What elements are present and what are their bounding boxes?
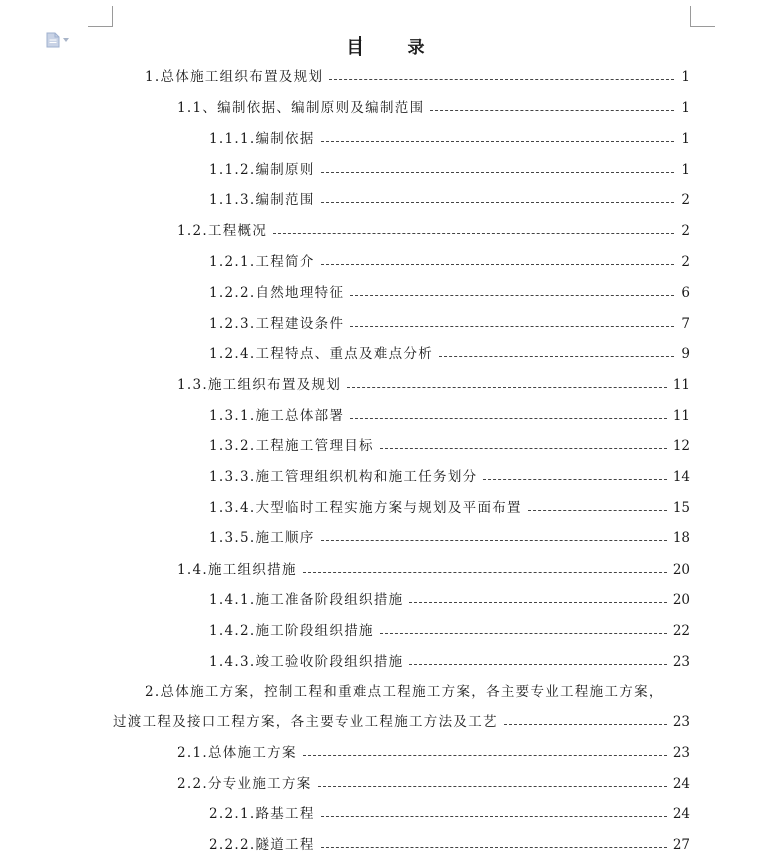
toc-entry-text: 2.2.2.隧道工程 — [209, 837, 315, 853]
toc-entry-page: 24 — [672, 776, 690, 792]
toc-entry[interactable] — [209, 310, 690, 332]
toc-entry[interactable] — [209, 463, 690, 485]
toc-entry-text: 1.3.4.大型临时工程实施方案与规划及平面布置 — [209, 500, 522, 516]
toc-entry-text: 2.总体施工方案，控制工程和重难点工程施工方案，各主要专业工程施工方案， — [145, 684, 664, 700]
toc-entry[interactable] — [209, 340, 690, 362]
toc-entry-page: 11 — [672, 377, 690, 393]
toc-entry[interactable] — [209, 494, 690, 516]
toc-entry-page: 23 — [672, 714, 690, 730]
toc-leader — [350, 326, 674, 327]
toc-entry-text: 1.1.2.编制原则 — [209, 162, 315, 178]
toc-entry-text: 2.2.分专业施工方案 — [177, 776, 312, 792]
toc-entry-wrapped-first-line[interactable] — [145, 678, 664, 700]
toc-entry-page: 9 — [681, 346, 690, 362]
toc-entry-text: 1.2.3.工程建设条件 — [209, 316, 345, 332]
title-char-2: 录 — [407, 38, 425, 58]
toc-entry-page: 12 — [672, 438, 690, 454]
toc-entry-page: 23 — [672, 745, 690, 761]
toc-entry-text: 1.4.2.施工阶段组织措施 — [209, 623, 374, 639]
toc-leader — [409, 602, 666, 603]
toc-entry[interactable] — [209, 586, 690, 608]
toc-leader — [380, 633, 667, 634]
toc-leader — [321, 141, 674, 142]
toc-entry[interactable] — [177, 217, 690, 239]
toc-entry-page: 2 — [681, 254, 690, 270]
toc-entry[interactable] — [209, 648, 690, 670]
toc-entry-text: 1.3.3.施工管理组织机构和施工任务划分 — [209, 469, 478, 485]
toc-entry-text: 1.总体施工组织布置及规划 — [145, 69, 324, 85]
toc-entry-page: 15 — [672, 500, 690, 516]
toc-entry-page: 14 — [672, 469, 690, 485]
toc-entry[interactable] — [209, 432, 690, 454]
toc-leader — [350, 295, 674, 296]
toc-entry-text: 1.1.3.编制范围 — [209, 192, 315, 208]
toc-leader — [321, 847, 667, 848]
toc-entry-page: 1 — [681, 131, 690, 147]
toc-entry-text: 1.2.1.工程简介 — [209, 254, 315, 270]
toc-entry-page: 20 — [672, 562, 690, 578]
toc-entry-text: 1.2.4.工程特点、重点及难点分析 — [209, 346, 434, 362]
toc-entry-text: 1.1.1.编制依据 — [209, 131, 315, 147]
page-title — [0, 33, 771, 58]
toc-entry-text: 1.4.1.施工准备阶段组织措施 — [209, 592, 404, 608]
toc-entry-text: 2.1.总体施工方案 — [177, 745, 297, 761]
toc-entry-text: 1.3.2.工程施工管理目标 — [209, 438, 374, 454]
toc-entry-page: 1 — [681, 100, 690, 116]
toc-entry-page: 11 — [672, 408, 690, 424]
toc-leader — [303, 572, 667, 573]
toc-leader — [350, 418, 667, 419]
toc-entry-text: 1.3.1.施工总体部署 — [209, 408, 345, 424]
toc-entry-text: 1.3.5.施工顺序 — [209, 530, 315, 546]
toc-entry-page: 18 — [672, 530, 690, 546]
toc-leader — [321, 172, 674, 173]
title-char-1: 目 — [346, 38, 364, 58]
toc-entry[interactable] — [209, 125, 690, 147]
toc-entry[interactable] — [209, 186, 690, 208]
toc-leader — [321, 816, 667, 817]
toc-leader — [329, 79, 674, 80]
toc-entry-page: 1 — [681, 162, 690, 178]
toc-entry-text: 1.2.2.自然地理特征 — [209, 285, 345, 301]
toc-entry-page: 24 — [672, 806, 690, 822]
toc-leader — [321, 264, 674, 265]
toc-entry-text: 过渡工程及接口工程方案，各主要专业工程施工方法及工艺 — [113, 714, 498, 730]
toc-leader — [321, 202, 674, 203]
toc-entry[interactable] — [209, 524, 690, 546]
toc-entry-page: 22 — [672, 623, 690, 639]
toc-leader — [303, 755, 667, 756]
toc-entry-page: 27 — [672, 837, 690, 853]
toc-entry-text: 2.2.1.路基工程 — [209, 806, 315, 822]
toc-entry[interactable] — [209, 617, 690, 639]
toc-entry[interactable] — [209, 402, 690, 424]
toc-leader — [528, 510, 667, 511]
toc-entry[interactable] — [145, 63, 690, 85]
toc-entry[interactable] — [177, 94, 690, 116]
toc-entry[interactable] — [177, 739, 690, 761]
toc-entry[interactable] — [177, 371, 690, 393]
toc-entry-text: 1.3.施工组织布置及规划 — [177, 377, 342, 393]
toc-leader — [430, 110, 674, 111]
toc-leader — [347, 387, 667, 388]
toc-entry-page: 2 — [681, 223, 690, 239]
toc-entry[interactable] — [209, 831, 690, 853]
page-corner-mark-right — [690, 6, 715, 27]
toc-entry-page: 1 — [681, 69, 690, 85]
toc-entry-text: 1.4.施工组织措施 — [177, 562, 297, 578]
page-corner-mark-left — [88, 6, 113, 27]
toc-entry-page: 7 — [681, 316, 690, 332]
toc-entry-text: 1.2.工程概况 — [177, 223, 268, 239]
toc-entry[interactable] — [177, 770, 690, 792]
toc-entry-wrapped-second-line[interactable] — [113, 708, 690, 730]
toc-entry[interactable] — [209, 156, 690, 178]
toc-leader — [380, 448, 667, 449]
toc-leader — [409, 664, 666, 665]
toc-entry-text: 1.4.3.竣工验收阶段组织措施 — [209, 654, 404, 670]
toc-entry-page: 6 — [681, 285, 690, 301]
toc-entry[interactable] — [209, 800, 690, 822]
toc-leader — [318, 786, 667, 787]
toc-entry-page: 20 — [672, 592, 690, 608]
toc-entry-text: 1.1、编制依据、编制原则及编制范围 — [177, 100, 425, 116]
toc-entry[interactable] — [209, 248, 690, 270]
toc-leader — [439, 356, 674, 357]
toc-entry-page: 2 — [681, 192, 690, 208]
toc-leader — [483, 479, 666, 480]
toc-entry-page: 23 — [672, 654, 690, 670]
toc-leader — [273, 233, 674, 234]
toc-leader — [504, 724, 667, 725]
toc-entry[interactable] — [209, 279, 690, 301]
toc-leader — [321, 540, 667, 541]
toc-entry[interactable] — [177, 556, 690, 578]
